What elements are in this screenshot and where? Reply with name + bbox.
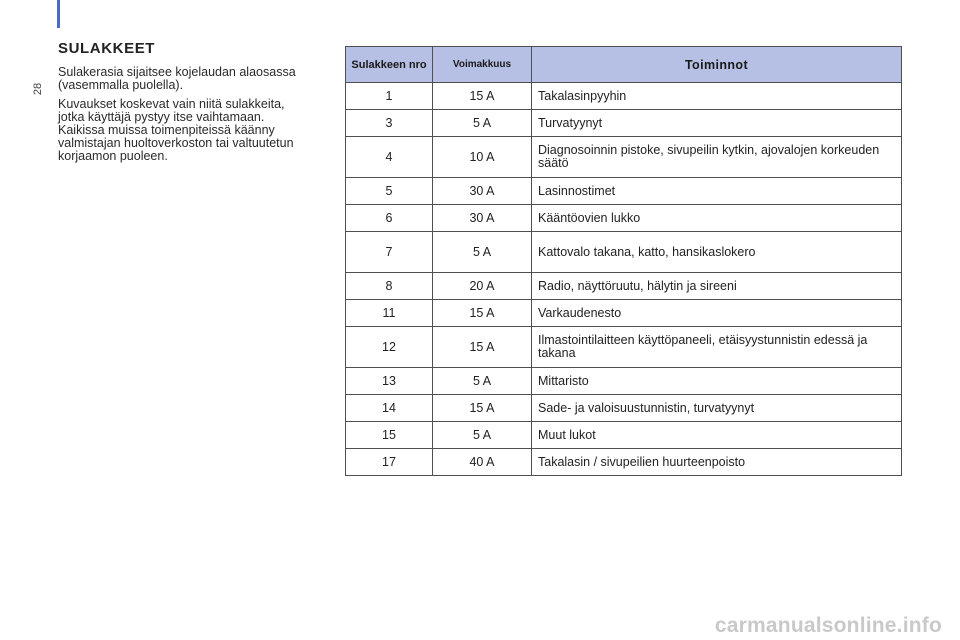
function-cell: Kattovalo takana, katto, hansikaslokero bbox=[532, 232, 902, 273]
fuse-table bbox=[345, 46, 902, 476]
fuse-number-cell: 17 bbox=[346, 449, 433, 476]
amperage-cell: 10 A bbox=[433, 137, 532, 178]
fuse-number-cell: 8 bbox=[346, 273, 433, 300]
page-number: 28 bbox=[32, 82, 44, 96]
amperage-cell: 5 A bbox=[433, 232, 532, 273]
amperage-cell: 30 A bbox=[433, 205, 532, 232]
fuse-number-cell: 1 bbox=[346, 83, 433, 110]
amperage-cell: 15 A bbox=[433, 327, 532, 368]
amperage-cell: 5 A bbox=[433, 368, 532, 395]
intro-paragraph-location: Sulakerasia sijaitsee kojelaudan alaosassa (vasemmalla puolella). bbox=[58, 65, 296, 92]
amperage-cell: 20 A bbox=[433, 273, 532, 300]
function-cell: Sade- ja valoisuustunnistin, turvatyynyt bbox=[532, 395, 902, 422]
section-title: SULAKKEET bbox=[58, 40, 156, 57]
table-row bbox=[346, 300, 902, 327]
function-cell: Muut lukot bbox=[532, 422, 902, 449]
fuse-table-header-row bbox=[346, 47, 902, 83]
fuse-number-cell: 3 bbox=[346, 110, 433, 137]
table-row bbox=[346, 368, 902, 395]
header-amperage: Voimakkuus bbox=[433, 47, 532, 83]
table-row bbox=[346, 83, 902, 110]
table-row bbox=[346, 395, 902, 422]
table-row bbox=[346, 232, 902, 273]
amperage-cell: 5 A bbox=[433, 110, 532, 137]
fuse-number-cell: 14 bbox=[346, 395, 433, 422]
function-cell: Turvatyynyt bbox=[532, 110, 902, 137]
function-cell: Takalasin / sivupeilien huurteenpoisto bbox=[532, 449, 902, 476]
fuse-number-cell: 6 bbox=[346, 205, 433, 232]
amperage-cell: 15 A bbox=[433, 300, 532, 327]
function-cell: Lasinnostimet bbox=[532, 178, 902, 205]
amperage-cell: 15 A bbox=[433, 83, 532, 110]
table-row bbox=[346, 205, 902, 232]
table-row bbox=[346, 178, 902, 205]
amperage-cell: 40 A bbox=[433, 449, 532, 476]
amperage-cell: 30 A bbox=[433, 178, 532, 205]
function-cell: Mittaristo bbox=[532, 368, 902, 395]
table-row bbox=[346, 110, 902, 137]
page-accent-rule bbox=[57, 0, 60, 28]
table-row bbox=[346, 449, 902, 476]
header-fuse-number: Sulakkeen nro bbox=[346, 47, 433, 83]
fuse-number-cell: 13 bbox=[346, 368, 433, 395]
fuse-number-cell: 11 bbox=[346, 300, 433, 327]
function-cell: Takalasinpyyhin bbox=[532, 83, 902, 110]
fuse-number-cell: 4 bbox=[346, 137, 433, 178]
function-cell: Kääntöovien lukko bbox=[532, 205, 902, 232]
table-row bbox=[346, 422, 902, 449]
site-watermark: carmanualsonline.info bbox=[714, 614, 942, 637]
fuse-number-cell: 12 bbox=[346, 327, 433, 368]
header-function: Toiminnot bbox=[532, 47, 902, 83]
intro-paragraph-note: Kuvaukset koskevat vain niitä sulakkeita, jotka käyttäjä pystyy itse vaihtamaan. Kaikissa muissa toimenpiteissä käänny valmistajan huoltoverkoston tai valtuutetun korjaamon puoleen. bbox=[58, 97, 294, 163]
amperage-cell: 5 A bbox=[433, 422, 532, 449]
function-cell: Radio, näyttöruutu, hälytin ja sireeni bbox=[532, 273, 902, 300]
intro-column bbox=[58, 40, 303, 169]
table-row bbox=[346, 327, 902, 368]
fuse-number-cell: 5 bbox=[346, 178, 433, 205]
table-row bbox=[346, 137, 902, 178]
function-cell: Diagnosoinnin pistoke, sivupeilin kytkin, ajovalojen korkeuden säätö bbox=[532, 137, 902, 178]
amperage-cell: 15 A bbox=[433, 395, 532, 422]
function-cell: Ilmastointilaitteen käyttöpaneeli, etäisyystunnistin edessä ja takana bbox=[532, 327, 902, 368]
fuse-number-cell: 7 bbox=[346, 232, 433, 273]
table-row bbox=[346, 273, 902, 300]
fuse-number-cell: 15 bbox=[346, 422, 433, 449]
function-cell: Varkaudenesto bbox=[532, 300, 902, 327]
